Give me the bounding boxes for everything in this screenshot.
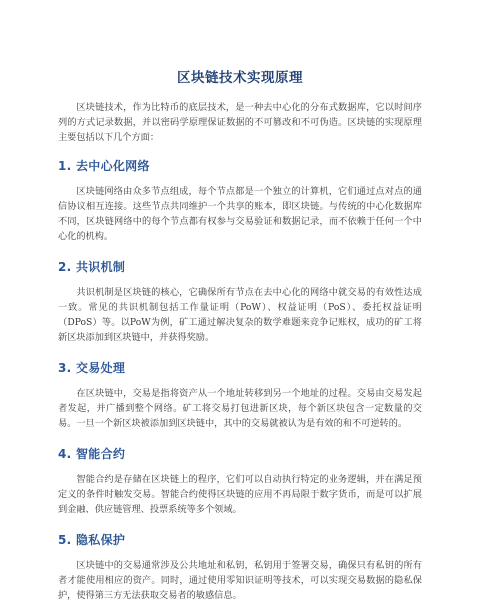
section-body-decentralized-network: 区块链网络由众多节点组成，每个节点都是一个独立的计算机，它们通过点对点的通信协议相互连接。这些节点共同维护一个共享的账本，即区块链。与传统的中心化数据库不同，区块链网络中的每个节点都有权参与交易验证和数据记录，而不依赖于任何一个中心化的机构。 bbox=[58, 186, 422, 242]
intro-paragraph: 区块链技术，作为比特币的底层技术，是一种去中心化的分布式数据库，它以时间序列的方式记录数据，并以密码学原理保证数据的不可篡改和不可伪造。区块链的实现原理主要包括以下几个方面： bbox=[58, 102, 422, 143]
section-heading-consensus: 2. 共识机制 bbox=[58, 260, 126, 274]
section-body-smart-contracts: 智能合约是存储在区块链上的程序，它们可以自动执行特定的业务逻辑，并在满足预定义的条件时触发交易。智能合约使得区块链的应用不再局限于数字货币，而是可以扩展到金融、供应链管理、投票系统等多个领域。 bbox=[58, 474, 422, 515]
section-heading-decentralized-network: 1. 去中心化网络 bbox=[58, 159, 150, 173]
section-heading-privacy: 5. 隐私保护 bbox=[58, 533, 126, 547]
section-body-transactions: 在区块链中，交易是指将资产从一个地址转移到另一个地址的过程。交易由交易发起者发起，并广播到整个网络。矿工将交易打包进新区块，每个新区块包含一定数量的交易。一旦一个新区块被添加到区块链中，其中的交易就被认为是有效的和不可逆转的。 bbox=[58, 388, 422, 429]
section-body-consensus: 共识机制是区块链的核心，它确保所有节点在去中心化的网络中就交易的有效性达成一致。常见的共识机制包括工作量证明（PoW）、权益证明（PoS）、委托权益证明（DPoS）等。以PoW为例，矿工通过解决复杂的数学难题来竞争记账权，成功的矿工将新区块添加到区块链中，并获得奖励。 bbox=[58, 287, 422, 343]
section-heading-smart-contracts: 4. 智能合约 bbox=[58, 447, 126, 461]
document-title: 区块链技术实现原理 bbox=[177, 70, 303, 86]
section-heading-transactions: 3. 交易处理 bbox=[58, 361, 126, 375]
section-body-privacy: 区块链中的交易通常涉及公共地址和私钥，私钥用于签署交易，确保只有私钥的所有者才能使用相应的资产。同时，通过使用零知识证明等技术，可以实现交易数据的隐私保护，使得第三方无法获取交易者的敏感信息。 bbox=[58, 560, 422, 601]
